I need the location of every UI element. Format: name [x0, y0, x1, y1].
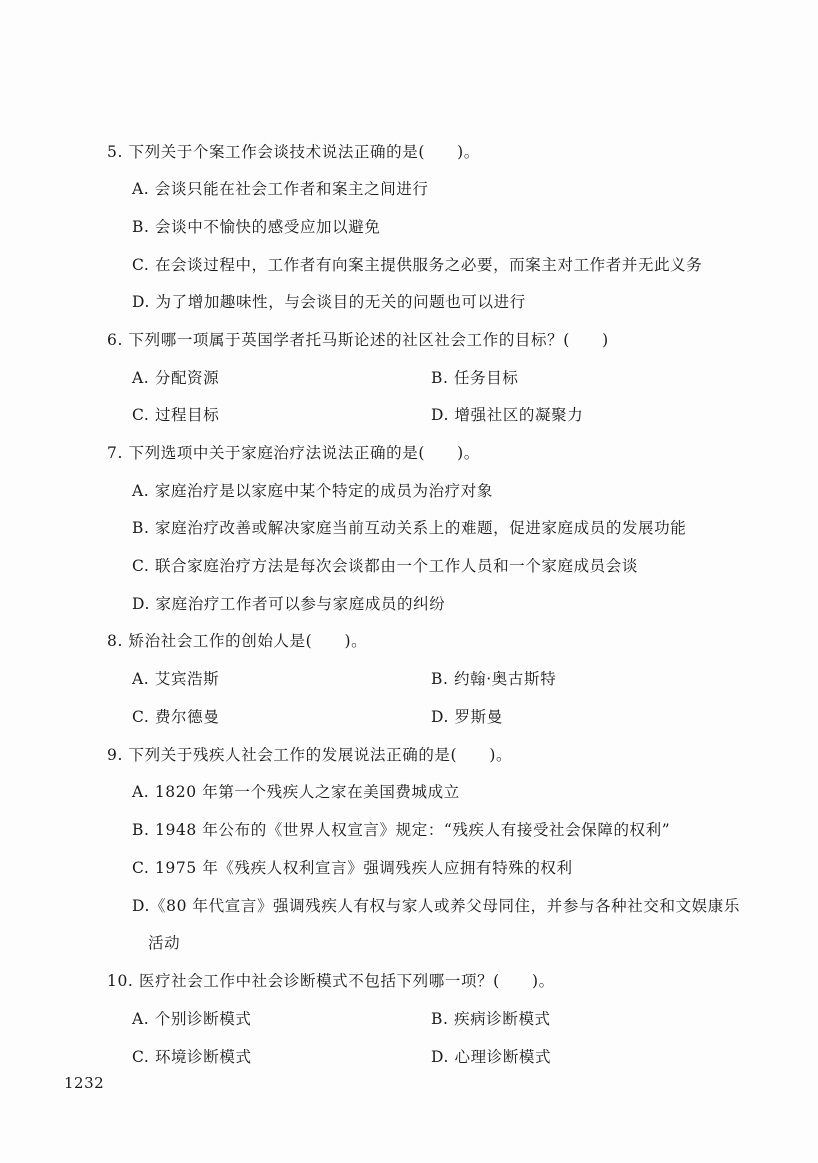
question-10-option-b: B. 疾病诊断模式 — [431, 1010, 551, 1028]
question-5-option-b: B. 会谈中不愉快的感受应加以避免 — [132, 218, 381, 236]
question-7-option-c: C. 联合家庭治疗方法是每次会谈都由一个工作人员和一个家庭成员会谈 — [132, 557, 638, 575]
question-5-stem: 5. 下列关于个案工作会谈技术说法正确的是( )。 — [107, 143, 480, 161]
question-5-option-d: D. 为了增加趣味性，与会谈目的无关的问题也可以进行 — [132, 293, 526, 311]
question-6-option-b: B. 任务目标 — [431, 369, 519, 387]
question-9-option-b: B. 1948 年公布的《世界人权宣言》规定：“残疾人有接受社会保障的权利” — [132, 821, 671, 839]
question-9-option-c: C. 1975 年《残疾人权利宣言》强调残疾人应拥有特殊的权利 — [132, 859, 573, 877]
question-8-option-b: B. 约翰·奥古斯特 — [431, 670, 557, 688]
question-7-stem: 7. 下列选项中关于家庭治疗法说法正确的是( )。 — [107, 444, 480, 462]
question-9-stem: 9. 下列关于残疾人社会工作的发展说法正确的是( )。 — [107, 746, 513, 764]
question-10-option-a: A. 个别诊断模式 — [132, 1010, 252, 1028]
question-10-option-c: C. 环境诊断模式 — [132, 1048, 252, 1066]
question-10-stem: 10. 医疗社会工作中社会诊断模式不包括下列哪一项？( )。 — [107, 972, 555, 990]
question-7-option-a: A. 家庭治疗是以家庭中某个特定的成员为治疗对象 — [132, 482, 493, 500]
question-6-option-a: A. 分配资源 — [132, 369, 220, 387]
question-7-option-d: D. 家庭治疗工作者可以参与家庭成员的纠纷 — [132, 595, 446, 613]
question-8-option-a: A. 艾宾浩斯 — [132, 670, 220, 688]
page-number: 1232 — [64, 1074, 105, 1092]
question-9-option-d-continuation: 活动 — [148, 934, 181, 952]
question-8-option-c: C. 费尔德曼 — [132, 708, 220, 726]
question-5-option-a: A. 会谈只能在社会工作者和案主之间进行 — [132, 180, 429, 198]
question-7-option-b: B. 家庭治疗改善或解决家庭当前互动关系上的难题，促进家庭成员的发展功能 — [132, 519, 687, 537]
question-6-stem: 6. 下列哪一项属于英国学者托马斯论述的社区社会工作的目标？( ) — [107, 331, 609, 349]
question-10-option-d: D. 心理诊断模式 — [431, 1048, 552, 1066]
question-6-option-d: D. 增强社区的凝聚力 — [431, 406, 584, 424]
question-9-option-d: D.《80 年代宣言》强调残疾人有权与家人或养父母同住，并参与各种社交和文娱康乐 — [132, 897, 740, 915]
question-5-option-c: C. 在会谈过程中，工作者有向案主提供服务之必要，而案主对工作者并无此义务 — [132, 256, 703, 274]
question-8-option-d: D. 罗斯曼 — [431, 708, 503, 726]
question-9-option-a: A. 1820 年第一个残疾人之家在美国费城成立 — [132, 783, 460, 801]
question-6-option-c: C. 过程目标 — [132, 406, 220, 424]
question-8-stem: 8. 矫治社会工作的创始人是( )。 — [107, 632, 368, 650]
